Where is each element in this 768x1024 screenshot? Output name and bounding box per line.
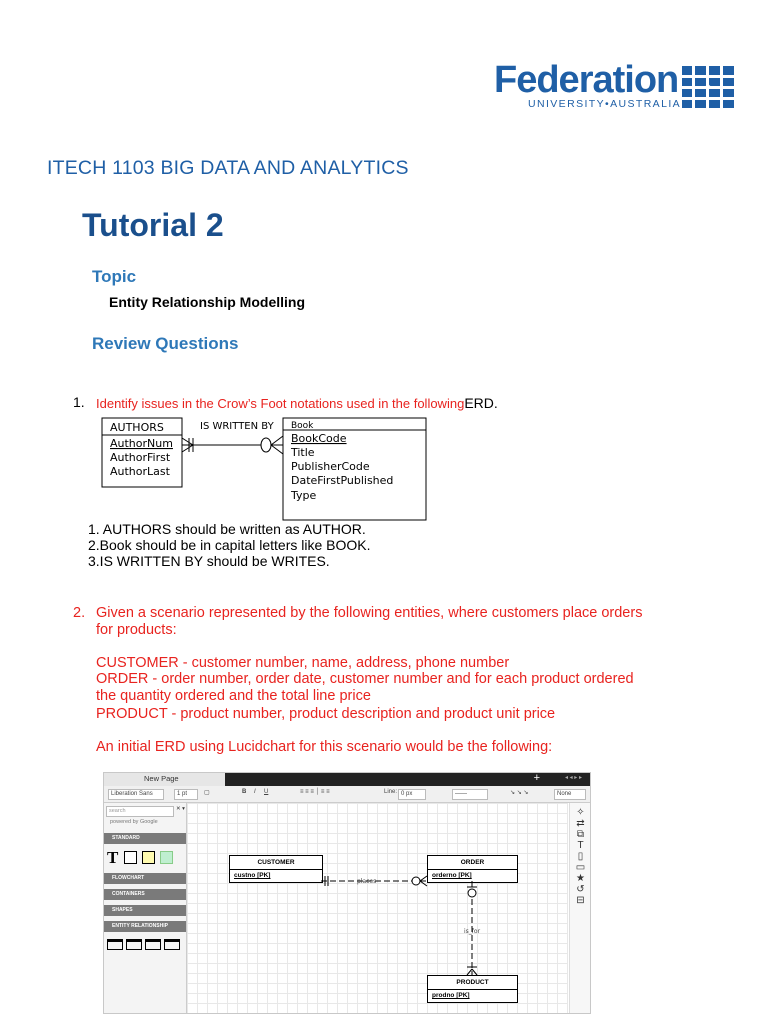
text-shape-icon[interactable]: T [107,848,119,867]
arrow-select[interactable]: None [554,789,586,800]
standard-shapes-row [106,848,184,868]
align-buttons[interactable]: ≡ ≡ ≡ │ ≡ ≡ [300,789,330,795]
add-page-icon[interactable]: + [533,772,540,784]
question-1-text [96,395,498,411]
er-shapes-row [107,939,185,949]
entity-pk: orderno [PK] [432,872,472,879]
svg-text:✦: ✦ [702,80,714,96]
erd-authors-attr: AuthorLast [110,465,170,478]
pan-tool-icon[interactable]: ✧ [576,807,585,818]
lucid-page-tab[interactable]: New Page [144,774,179,783]
erd-book-attr: DateFirstPublished [291,474,394,487]
product-entity-text: PRODUCT - product number, product description and product unit price [96,706,556,722]
underline-button[interactable]: U [264,789,269,795]
lucid-shape-sidebar [104,803,187,1013]
sidebar-section-containers[interactable]: CONTAINERS [104,889,186,900]
powered-by-google: powered by Google [110,819,158,825]
question-1-number: 1. [73,394,85,410]
lucidchart-screenshot [103,772,591,1014]
sidebar-section-flowchart[interactable]: FLOWCHART [104,873,186,884]
rectangle-shape-icon[interactable] [124,851,137,864]
history-tool-icon[interactable]: ↺ [576,884,585,895]
erd-book-attr: BookCode [291,432,347,445]
layers-tool-icon[interactable]: ⧉ [576,829,585,840]
page-title: Tutorial 2 [82,207,224,243]
note-tool-icon[interactable]: ▭ [575,862,586,873]
answer-line: 3.IS WRITTEN BY should be WRITES. [88,553,330,569]
er-table-shape-icon[interactable] [164,939,180,950]
entity-pk: prodno [PK] [432,992,470,999]
answer-line: 2.Book should be in capital letters like BOOK. [88,537,371,553]
share-tool-icon[interactable]: ⇄ [576,818,585,829]
sidebar-section-shapes[interactable]: SHAPES [104,905,186,916]
entity-pk: custno [PK] [234,872,271,879]
font-family-select[interactable]: Liberation Sans [108,789,164,800]
clear-search-icon[interactable]: ✕ ▾ [176,806,185,812]
university-logo-subtitle: UNIVERSITY•AUSTRALIA [528,98,682,110]
entity-name: PRODUCT [428,976,517,990]
er-table-shape-icon[interactable] [145,939,161,950]
arrow-style-buttons[interactable]: ↘ ↘ ↘ [510,790,529,796]
sidebar-section-entity-relationship[interactable]: ENTITY RELATIONSHIP [104,921,186,932]
lucid-right-toolbar [569,803,591,1013]
erd-relationship-label: IS WRITTEN BY [200,421,274,432]
topic-heading: Topic [92,267,137,286]
bold-button[interactable]: B [242,789,247,795]
lucid-canvas[interactable] [187,803,568,1013]
order-entity-text: ORDER - order number, order date, customer number and for each product ordered [96,671,634,687]
er-table-shape-icon[interactable] [126,939,142,950]
crows-foot-erd-diagram [100,414,430,524]
erd-book-title: Book [291,421,314,431]
lucid-toolbar [104,786,590,803]
shape-search-input[interactable]: search [106,806,174,817]
answer-line: 1. AUTHORS should be written as AUTHOR. [88,521,366,537]
sidebar-section-standard[interactable]: STANDARD [104,833,186,844]
note-shape-icon[interactable] [142,851,155,864]
page-tool-icon[interactable]: ▯ [577,851,584,862]
font-size-select[interactable]: 1 pt [174,789,198,800]
university-logo-wordmark: Federation [494,59,679,101]
erd-book-attr: Type [291,489,317,502]
line-label: Line: [384,789,398,795]
lucid-dark-bar [225,773,590,786]
erd-book-attr: PublisherCode [291,460,370,473]
southern-cross-flag-icon [682,66,734,108]
er-table-shape-icon[interactable] [107,939,123,950]
question-2-text: for products: [96,622,177,638]
relationship-lines [187,803,568,1013]
present-tool-icon[interactable]: ⊟ [576,895,585,906]
rel-places-label: places [357,878,377,885]
question-1-erd: ERD. [464,395,498,411]
line-width-input[interactable]: 0 px [398,789,426,800]
question-2-number: 2. [73,605,86,621]
lucidchart-intro: An initial ERD using Lucidchart for this scenario would be the following: [96,739,553,755]
entity-name: CUSTOMER [230,856,322,870]
format-buttons[interactable]: ▢ [204,790,210,796]
rel-is-for-label: is_for [464,928,481,935]
erd-book-attr: Title [291,446,315,459]
text-tool-icon[interactable]: T [577,840,584,851]
erd-authors-title: AUTHORS [110,421,164,434]
star-tool-icon[interactable]: ★ [576,873,585,884]
course-title: ITECH 1103 BIG DATA AND ANALYTICS [47,157,409,179]
question-1-prompt: Identify issues in the Crow’s Foot notations used in the following [96,396,465,411]
customer-entity-text: CUSTOMER - customer number, name, address, phone number [96,655,510,671]
order-entity-text: the quantity ordered and the total line price [96,688,371,704]
colored-shape-icon[interactable] [160,851,173,864]
line-style-select[interactable]: —— [452,789,488,800]
page-nav-icon[interactable]: ◂ ◂ ▸ ▸ [564,775,582,781]
topic-text: Entity Relationship Modelling [109,294,305,310]
italic-button[interactable]: I [254,789,256,795]
erd-authors-attr: AuthorNum [110,437,173,450]
erd-authors-attr: AuthorFirst [110,451,171,464]
review-heading: Review Questions [92,334,239,353]
entity-name: ORDER [428,856,517,870]
question-2-text: Given a scenario represented by the following entities, where customers place orders [96,605,643,621]
